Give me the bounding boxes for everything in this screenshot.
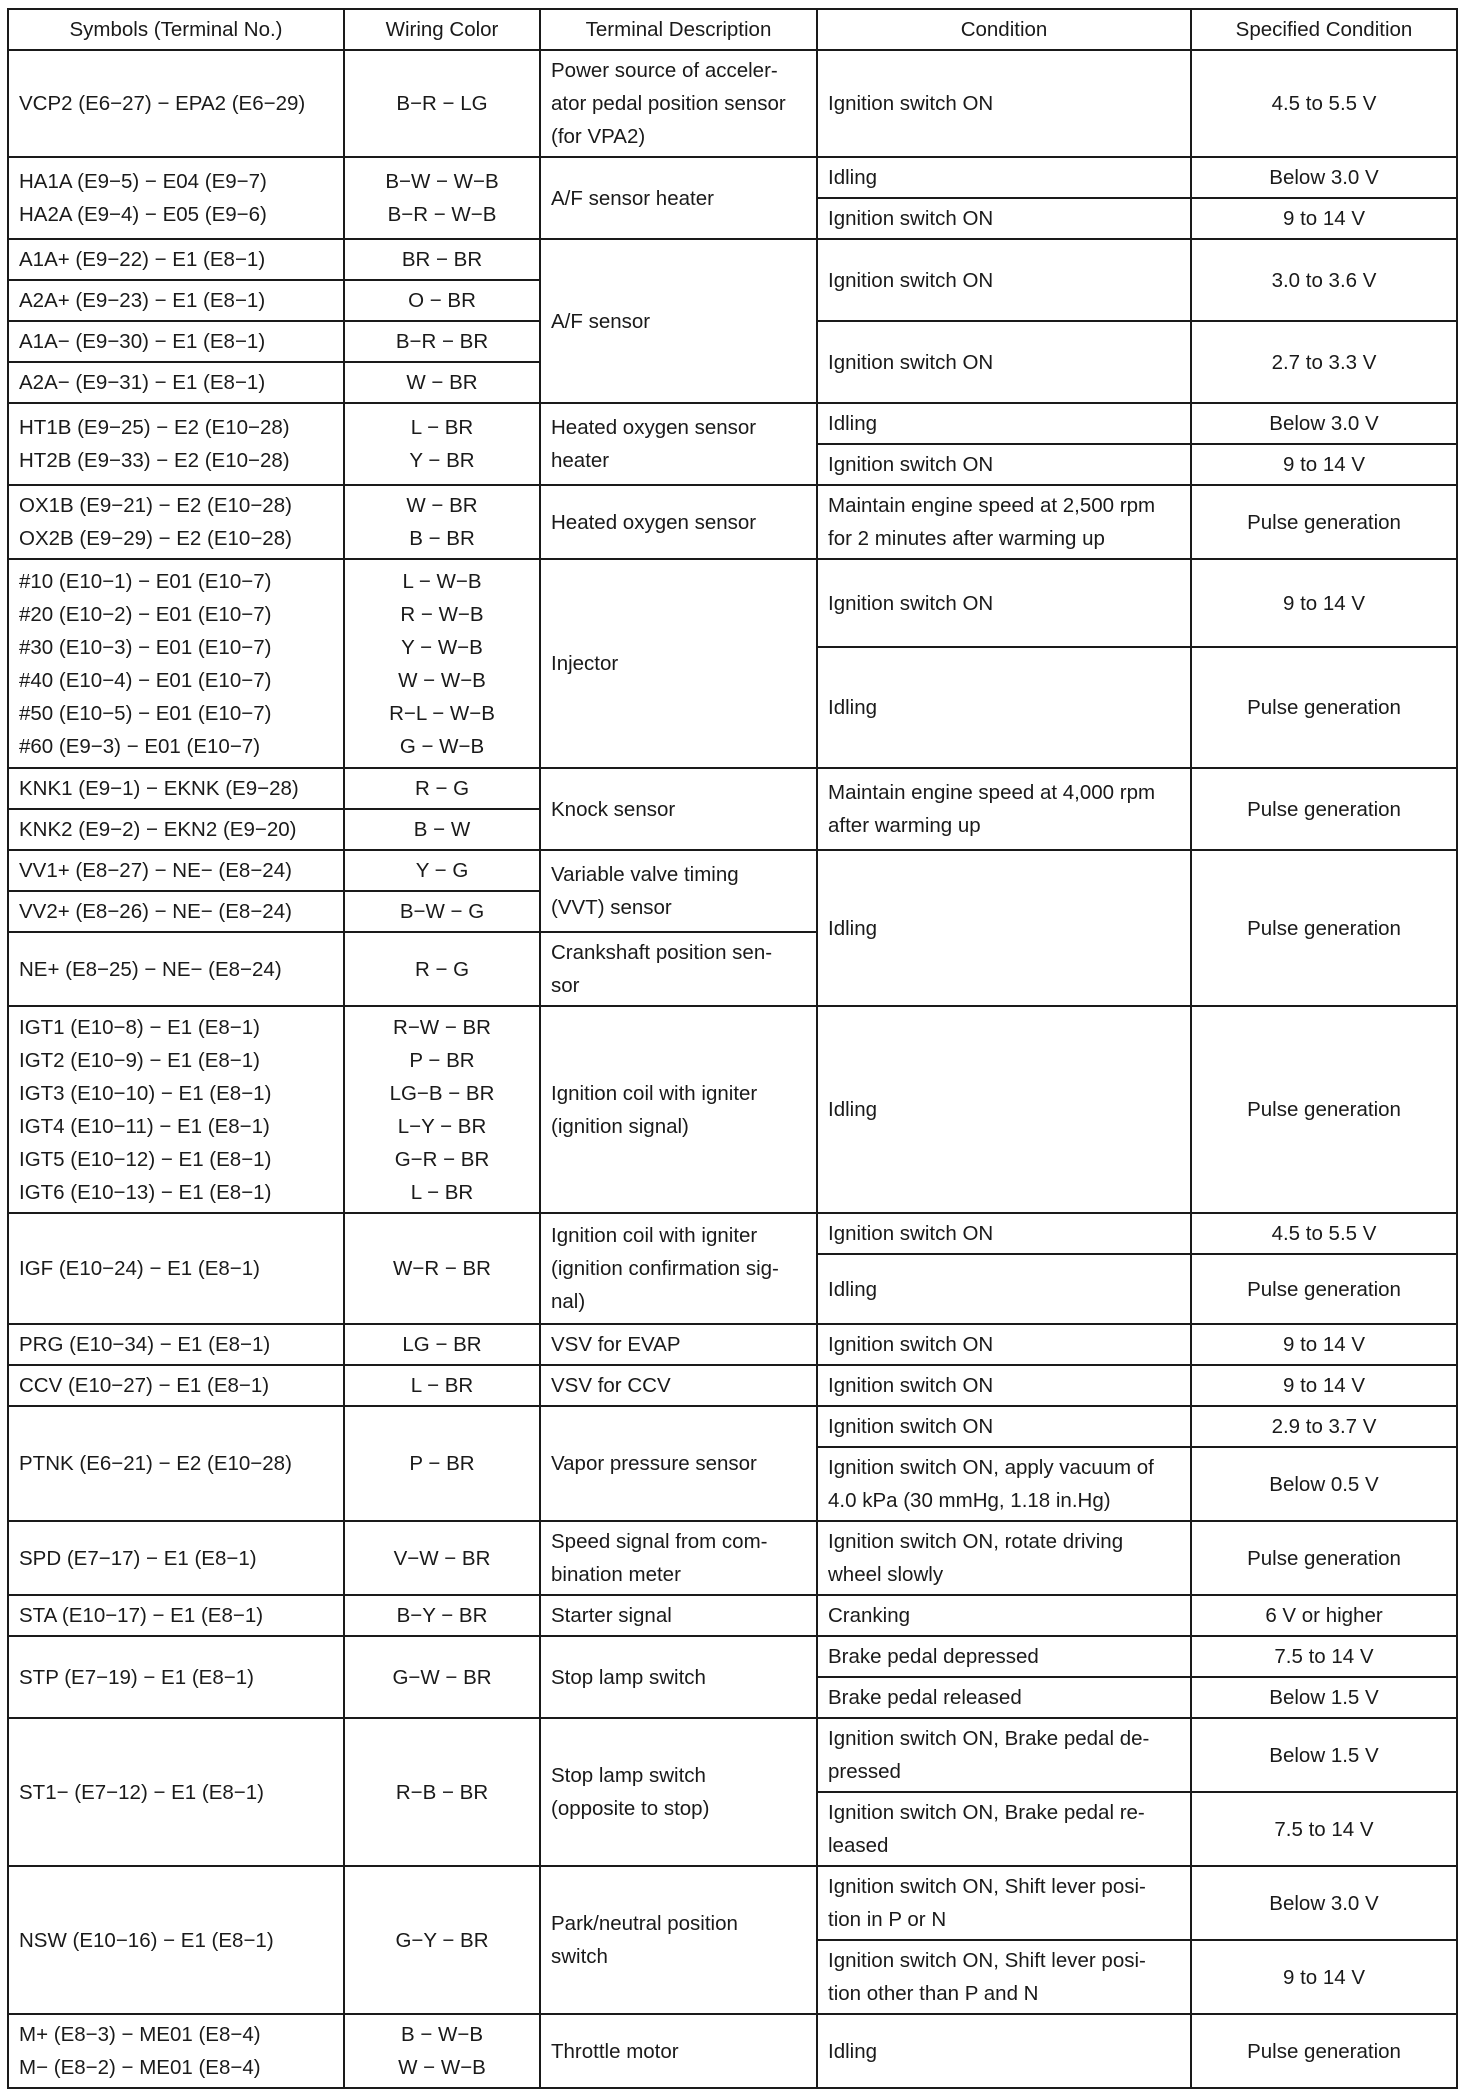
condition-cell: Ignition switch ON xyxy=(817,1324,1191,1365)
wiring-cell: B−W − G xyxy=(344,891,540,932)
spec-cell: 9 to 14 V xyxy=(1191,1365,1457,1406)
spec-cell: Pulse generation xyxy=(1191,1006,1457,1213)
spec-cell: Pulse generation xyxy=(1191,1521,1457,1595)
symbols-cell: OX1B (E9−21) − E2 (E10−28) OX2B (E9−29) − E2 (E10−28) xyxy=(8,485,344,559)
description-cell: Ignition coil with igniter (ignition signal) xyxy=(540,1006,817,1213)
table-row xyxy=(8,50,1457,157)
condition-cell: Idling xyxy=(817,1006,1191,1213)
table-row xyxy=(8,1595,1457,1636)
wiring-cell: W−R − BR xyxy=(344,1213,540,1324)
wiring-cell: R−B − BR xyxy=(344,1718,540,1866)
wiring-cell: B−R − BR xyxy=(344,321,540,362)
symbols-cell: PTNK (E6−21) − E2 (E10−28) xyxy=(8,1406,344,1521)
spec-cell: 2.9 to 3.7 V xyxy=(1191,1406,1457,1447)
table-row xyxy=(8,1406,1457,1447)
description-cell: Heated oxygen sensor xyxy=(540,485,817,559)
table-row xyxy=(8,1213,1457,1254)
condition-cell: Ignition switch ON xyxy=(817,198,1191,239)
condition-cell: Idling xyxy=(817,157,1191,198)
symbols-cell: VV2+ (E8−26) − NE− (E8−24) xyxy=(8,891,344,932)
table-row xyxy=(8,768,1457,809)
condition-cell: Ignition switch ON xyxy=(817,321,1191,403)
header-row xyxy=(8,9,1457,50)
spec-cell: Pulse generation xyxy=(1191,647,1457,768)
condition-cell: Ignition switch ON xyxy=(817,444,1191,485)
spec-cell: Pulse generation xyxy=(1191,485,1457,559)
symbols-cell: M+ (E8−3) − ME01 (E8−4) M− (E8−2) − ME01 (E8−4) xyxy=(8,2014,344,2088)
description-cell: A/F sensor xyxy=(540,239,817,403)
wiring-cell: B−R − LG xyxy=(344,50,540,157)
description-cell: Stop lamp switch xyxy=(540,1636,817,1718)
wiring-cell: R − G xyxy=(344,768,540,809)
table-row xyxy=(8,1324,1457,1365)
description-cell: Throttle motor xyxy=(540,2014,817,2088)
description-cell: Knock sensor xyxy=(540,768,817,850)
condition-cell: Idling xyxy=(817,850,1191,1006)
wiring-cell: L − W−B R − W−B Y − W−B W − W−B R−L − W−B G − W−B xyxy=(344,559,540,768)
symbols-cell: A1A+ (E9−22) − E1 (E8−1) xyxy=(8,239,344,280)
symbols-cell: #10 (E10−1) − E01 (E10−7) #20 (E10−2) − E01 (E10−7) #30 (E10−3) − E01 (E10−7) #40 (E10−4) − E01 (E10−7) #50 (E10−5) − E01 (E10−7) #60 (E9−3) − E01 (E10−7) xyxy=(8,559,344,768)
spec-cell: Below 3.0 V xyxy=(1191,403,1457,444)
spec-cell: Below 1.5 V xyxy=(1191,1677,1457,1718)
symbols-cell: KNK1 (E9−1) − EKNK (E9−28) xyxy=(8,768,344,809)
description-cell: Power source of acceler- ator pedal position sensor (for VPA2) xyxy=(540,50,817,157)
condition-cell: Ignition switch ON, apply vacuum of 4.0 kPa (30 mmHg, 1.18 in.Hg) xyxy=(817,1447,1191,1521)
table-row xyxy=(8,1636,1457,1677)
wiring-cell: LG − BR xyxy=(344,1324,540,1365)
table-row xyxy=(8,403,1457,444)
symbols-cell: IGT1 (E10−8) − E1 (E8−1) IGT2 (E10−9) − E1 (E8−1) IGT3 (E10−10) − E1 (E8−1) IGT4 (E10−11) − E1 (E8−1) IGT5 (E10−12) − E1 (E8−1) IGT6 (E10−13) − E1 (E8−1) xyxy=(8,1006,344,1213)
spec-cell: 4.5 to 5.5 V xyxy=(1191,50,1457,157)
spec-cell: Pulse generation xyxy=(1191,2014,1457,2088)
condition-cell: Brake pedal depressed xyxy=(817,1636,1191,1677)
ecm-terminal-table xyxy=(7,8,1458,2089)
table-row xyxy=(8,1365,1457,1406)
table-row xyxy=(8,1521,1457,1595)
wiring-cell: G−W − BR xyxy=(344,1636,540,1718)
description-cell: Injector xyxy=(540,559,817,768)
spec-cell: 7.5 to 14 V xyxy=(1191,1792,1457,1866)
condition-cell: Maintain engine speed at 4,000 rpm after warming up xyxy=(817,768,1191,850)
symbols-cell: STA (E10−17) − E1 (E8−1) xyxy=(8,1595,344,1636)
spec-cell: 9 to 14 V xyxy=(1191,559,1457,647)
table-row xyxy=(8,850,1457,891)
spec-cell: 4.5 to 5.5 V xyxy=(1191,1213,1457,1254)
description-cell: VSV for EVAP xyxy=(540,1324,817,1365)
condition-cell: Brake pedal released xyxy=(817,1677,1191,1718)
spec-cell: Pulse generation xyxy=(1191,1254,1457,1324)
spec-cell: 9 to 14 V xyxy=(1191,198,1457,239)
description-cell: Park/neutral position switch xyxy=(540,1866,817,2014)
description-cell: Crankshaft position sen- sor xyxy=(540,932,817,1006)
spec-cell: Below 3.0 V xyxy=(1191,157,1457,198)
symbols-cell: VV1+ (E8−27) − NE− (E8−24) xyxy=(8,850,344,891)
table-row xyxy=(8,157,1457,198)
header-specified-condition: Specified Condition xyxy=(1191,9,1457,50)
header-symbols: Symbols (Terminal No.) xyxy=(8,9,344,50)
symbols-cell: PRG (E10−34) − E1 (E8−1) xyxy=(8,1324,344,1365)
description-cell: Vapor pressure sensor xyxy=(540,1406,817,1521)
condition-cell: Ignition switch ON, Brake pedal re- leased xyxy=(817,1792,1191,1866)
symbols-cell: SPD (E7−17) − E1 (E8−1) xyxy=(8,1521,344,1595)
symbols-cell: STP (E7−19) − E1 (E8−1) xyxy=(8,1636,344,1718)
table-row xyxy=(8,2014,1457,2088)
spec-cell: Pulse generation xyxy=(1191,768,1457,850)
condition-cell: Ignition switch ON xyxy=(817,559,1191,647)
description-cell: A/F sensor heater xyxy=(540,157,817,239)
description-cell: Speed signal from com- bination meter xyxy=(540,1521,817,1595)
condition-cell: Ignition switch ON, Brake pedal de- pressed xyxy=(817,1718,1191,1792)
symbols-cell: HA1A (E9−5) − E04 (E9−7) HA2A (E9−4) − E05 (E9−6) xyxy=(8,157,344,239)
condition-cell: Ignition switch ON xyxy=(817,1406,1191,1447)
wiring-cell: BR − BR xyxy=(344,239,540,280)
wiring-cell: O − BR xyxy=(344,280,540,321)
header-terminal-description: Terminal Description xyxy=(540,9,817,50)
description-cell: Stop lamp switch (opposite to stop) xyxy=(540,1718,817,1866)
condition-cell: Ignition switch ON, Shift lever posi- tion in P or N xyxy=(817,1866,1191,1940)
wiring-cell: B − W−B W − W−B xyxy=(344,2014,540,2088)
condition-cell: Ignition switch ON, Shift lever posi- tion other than P and N xyxy=(817,1940,1191,2014)
condition-cell: Maintain engine speed at 2,500 rpm for 2 minutes after warming up xyxy=(817,485,1191,559)
wiring-cell: B−Y − BR xyxy=(344,1595,540,1636)
condition-cell: Ignition switch ON xyxy=(817,50,1191,157)
wiring-cell: W − BR xyxy=(344,362,540,403)
description-cell: Ignition coil with igniter (ignition confirmation sig- nal) xyxy=(540,1213,817,1324)
symbols-cell: CCV (E10−27) − E1 (E8−1) xyxy=(8,1365,344,1406)
spec-cell: 2.7 to 3.3 V xyxy=(1191,321,1457,403)
wiring-cell: B−W − W−B B−R − W−B xyxy=(344,157,540,239)
table-row xyxy=(8,559,1457,647)
spec-cell: 6 V or higher xyxy=(1191,1595,1457,1636)
condition-cell: Ignition switch ON xyxy=(817,239,1191,321)
spec-cell: Below 3.0 V xyxy=(1191,1866,1457,1940)
symbols-cell: A2A+ (E9−23) − E1 (E8−1) xyxy=(8,280,344,321)
table-row xyxy=(8,239,1457,280)
wiring-cell: W − BR B − BR xyxy=(344,485,540,559)
condition-cell: Idling xyxy=(817,403,1191,444)
table-row xyxy=(8,1718,1457,1792)
symbols-cell: NSW (E10−16) − E1 (E8−1) xyxy=(8,1866,344,2014)
symbols-cell: HT1B (E9−25) − E2 (E10−28) HT2B (E9−33) − E2 (E10−28) xyxy=(8,403,344,485)
table-row xyxy=(8,1866,1457,1940)
spec-cell: Below 1.5 V xyxy=(1191,1718,1457,1792)
table-row xyxy=(8,485,1457,559)
wiring-cell: L − BR xyxy=(344,1365,540,1406)
wiring-cell: G−Y − BR xyxy=(344,1866,540,2014)
spec-cell: 3.0 to 3.6 V xyxy=(1191,239,1457,321)
symbols-cell: A2A− (E9−31) − E1 (E8−1) xyxy=(8,362,344,403)
spec-cell: Pulse generation xyxy=(1191,850,1457,1006)
symbols-cell: ST1− (E7−12) − E1 (E8−1) xyxy=(8,1718,344,1866)
description-cell: Heated oxygen sensor heater xyxy=(540,403,817,485)
wiring-cell: B − W xyxy=(344,809,540,850)
spec-cell: 9 to 14 V xyxy=(1191,1940,1457,2014)
wiring-cell: R − G xyxy=(344,932,540,1006)
condition-cell: Ignition switch ON xyxy=(817,1213,1191,1254)
spec-cell: 7.5 to 14 V xyxy=(1191,1636,1457,1677)
condition-cell: Idling xyxy=(817,1254,1191,1324)
spec-cell: 9 to 14 V xyxy=(1191,444,1457,485)
header-condition: Condition xyxy=(817,9,1191,50)
symbols-cell: IGF (E10−24) − E1 (E8−1) xyxy=(8,1213,344,1324)
symbols-cell: A1A− (E9−30) − E1 (E8−1) xyxy=(8,321,344,362)
wiring-cell: L − BR Y − BR xyxy=(344,403,540,485)
header-wiring-color: Wiring Color xyxy=(344,9,540,50)
spec-cell: 9 to 14 V xyxy=(1191,1324,1457,1365)
condition-cell: Idling xyxy=(817,2014,1191,2088)
wiring-cell: Y − G xyxy=(344,850,540,891)
description-cell: Starter signal xyxy=(540,1595,817,1636)
condition-cell: Idling xyxy=(817,647,1191,768)
condition-cell: Ignition switch ON, rotate driving wheel slowly xyxy=(817,1521,1191,1595)
wiring-cell: R−W − BR P − BR LG−B − BR L−Y − BR G−R − BR L − BR xyxy=(344,1006,540,1213)
condition-cell: Ignition switch ON xyxy=(817,1365,1191,1406)
description-cell: Variable valve timing (VVT) sensor xyxy=(540,850,817,932)
table-row xyxy=(8,1006,1457,1213)
wiring-cell: V−W − BR xyxy=(344,1521,540,1595)
spec-cell: Below 0.5 V xyxy=(1191,1447,1457,1521)
description-cell: VSV for CCV xyxy=(540,1365,817,1406)
condition-cell: Cranking xyxy=(817,1595,1191,1636)
symbols-cell: VCP2 (E6−27) − EPA2 (E6−29) xyxy=(8,50,344,157)
wiring-cell: P − BR xyxy=(344,1406,540,1521)
symbols-cell: KNK2 (E9−2) − EKN2 (E9−20) xyxy=(8,809,344,850)
symbols-cell: NE+ (E8−25) − NE− (E8−24) xyxy=(8,932,344,1006)
